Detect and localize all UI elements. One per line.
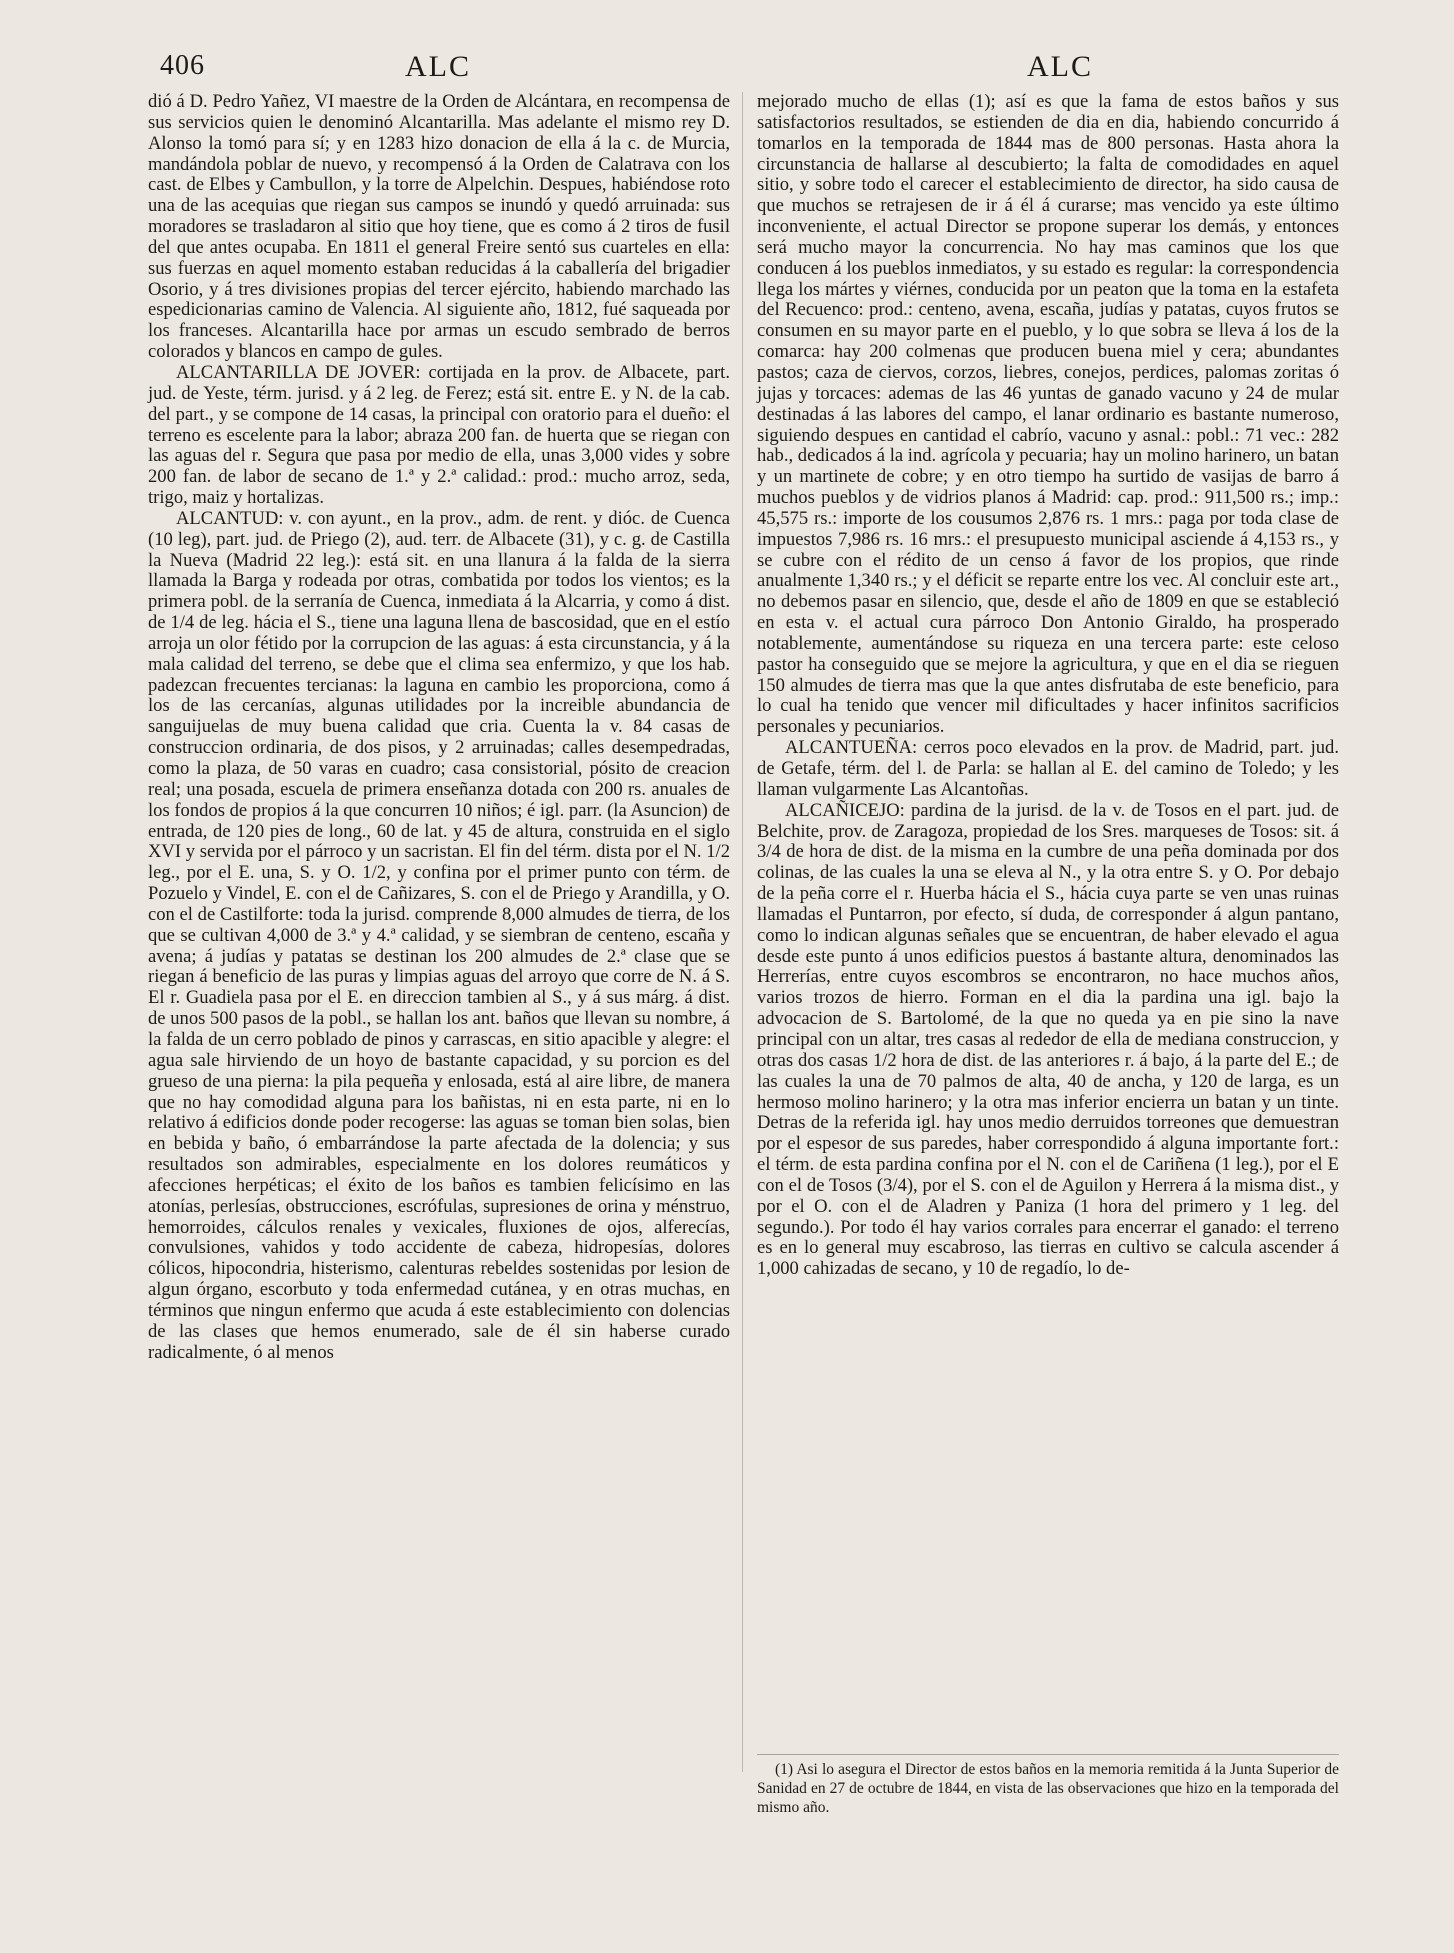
left-column <box>148 92 730 1363</box>
entry-alcantuena: ALCANTUEÑA: cerros poco elevados en la prov. de Madrid, part. jud. de Getafe, térm. del l. de Parla: se hallan al E. del camino de Toledo; y les llaman vulgarmente Las Alcantoñas. <box>757 737 1339 800</box>
running-head-right: ALC <box>1027 50 1093 83</box>
right-column <box>757 92 1339 1280</box>
entry-alcantarilla-de-jover: ALCANTARILLA DE JOVER: cortijada en la prov. de Albacete, part. jud. de Yeste, térm. jurisd. y á 2 leg. de Ferez; está sit. entre E. y N. de la cab. del part., y se compone de 14 casas, la principal con oratorio para el dueño: el terreno es escelente para la labor; abraza 200 fan. de huerta que se riegan con las aguas del r. Segura que pasa por medio de ella, unas 3,000 vides y sobre 200 fan. de labor de secano de 1.ª y 2.ª calidad.: prod.: mucho arroz, seda, trigo, maiz y hortalizas. <box>148 361 730 509</box>
entry-alcanicejo: ALCAÑICEJO: pardina de la jurisd. de la v. de Tosos en el part. jud. de Belchite, prov. de Zaragoza, propiedad de los Sres. marqueses de Tosos: sit. á 3/4 de hora de dist. de la misma en la cumbre de una peña dominada por dos colinas, de las cuales la una se eleva al N., y la otra entre S. y O. Por debajo de la peña corre el r. Huerba hácia el S., hácia cuya parte se ven unas ruinas llamadas el Puntarron, por efecto, sí duda, de corresponder á algun pantano, como lo indican algunas señales que se encuentran, de haber elevado el agua desde este punto á unos edificios puestos á bastante altura, denominados las Herrerías, entre cuyos escombros se encontraron, no hace muchos años, varios trozos de hierro. Forman en el dia la pardina una igl. bajo la advocacion de S. Bartolomé, de la que no queda ya en pie sino la nave principal con un altar, tres casas al rededor de ella de mediana construccion, y otras dos casas 1/2 hora de dist. de las anteriores r. á bajo, á la parte del E.; de las cuales la una de 70 palmos de alta, 40 de ancha, y 120 de larga, es un hermoso molino harinero; y la otra mas inferior encierra un batan y un tinte. Detras de la referida igl. hay unos medio derruidos torreones que demuestran por el espesor de sus paredes, haber correspondido á alguna importante fort.: el térm. de esta pardina confina por el N. con el de Cariñena (1 leg.), por el E con el de Tosos (3/4), por el S. con el de Aguilon y Herrera á la misma dist., y por el O. con el de Aladren y Paniza (1 hora del primero y 1 leg. del segundo.). Por todo él hay varios corrales para encerrar el ganado: el terreno es en lo general muy escabroso, las tierras en cultivo se calcula ascender á 1,000 cahizadas de secano, y 10 de regadío, lo de- <box>757 799 1339 1280</box>
paragraph-alcantarilla-continued: dió á D. Pedro Yañez, VI maestre de la Orden de Alcántara, en recompensa de sus servicios quien le denominó Alcantarilla. Mas adelante el mismo rey D. Alonso la tomó para sí; y en 1283 hizo donacion de ella á la c. de Murcia, mandándola poblar de nuevo, y recompensó á la Orden de Calatrava con los cast. de Elbes y Cambullon, y la torre de Alpelchin. Despues, habiéndose roto una de las acequias que riegan sus campos se inundó y quedó arruinada: sus moradores se trasladaron al sitio que hoy tiene, que es como á 2 tiros de fusil del que antes ocupaba. En 1811 el general Freire sentó sus cuarteles en ella: sus fuerzas en aquel momento estaban reducidas á la caballería del brigadier Osorio, y á tres divisiones propias del tercer ejército, habiendo marchado las espedicionarias camino de Valencia. Al siguiente año, 1812, fué saqueada por los franceses. Alcantarilla hace por armas un escudo sembrado de berros colorados y blancos en campo de gules. <box>148 91 730 363</box>
page-number: 406 <box>160 50 205 81</box>
paragraph-alcantud-continued: mejorado mucho de ellas (1); así es que la fama de estos baños y sus satisfactorios resultados, se estienden de dia en dia, habiendo concurrido á tomarlos en la temporada de 1844 mas de 800 personas. Hasta ahora la circunstancia de hallarse al descubierto; la falta de comodidades en aquel sitio, y sobre todo el carecer el establecimiento de director, ha sido causa de que muchos se retrajesen de ir á él á curarse; mas vencido ya este último inconveniente, el actual Director se propone superar los demás, y entonces será mucho mayor la concurrencia. No hay mas caminos que los que conducen á los pueblos inmediatos, y su estado es regular: la correspondencia llega los mártes y viérnes, conducida por un peaton que la toma en la estafeta del Recuenco: prod.: centeno, avena, escaña, judías y patatas, cuyos frutos se consumen en su mayor parte en el pueblo, y lo que sobra se lleva á los de la comarca: hay 200 colmenas que producen buena miel y cera; abundantes pastos; caza de ciervos, corzos, liebres, conejos, perdices, palomas zoritas ó jujas y torcaces: ademas de las 46 yuntas de ganado vacuno y 24 de mular destinadas á las labores del campo, el lanar ordinario es bastante numeroso, siguiendo despues en cantidad el cabrío, vacuno y asnal.: pobl.: 71 vec.: 282 hab., dedicados á la ind. agrícola y pecuaria; hay un molino harinero, un batan y un martinete de cobre; y en otro tiempo ha surtido de vasijas de barro á muchos pueblos y de vidrios planos á Madrid: cap. prod.: 911,500 rs.; imp.: 45,575 rs.: importe de los cousumos 2,876 rs. 1 mrs.: paga por toda clase de impuestos 7,986 rs. 16 mrs.: el presupuesto municipal asciende á 4,153 rs., y se cubre con el rédito de un censo á favor de los propios, que rinde anualmente 1,340 rs.; y el déficit se reparte entre los vec. Al concluir este art., no debemos pasar en silencio, que, desde el año de 1809 en que se estableció en esta v. el actual cura párroco Don Antonio Giraldo, ha prosperado notablemente, aumentándose su riqueza en una tercera parte: este celoso pastor ha conseguido que se mejore la agricultura, y que en el dia se rieguen 150 almudes de tierra mas que la que antes disfrutaba de este beneficio, para lo cual ha tenido que vencer mil dificultades y hacer infinitos sacrificios personales y pecuniarios. <box>757 91 1339 738</box>
entry-alcantud: ALCANTUD: v. con ayunt., en la prov., adm. de rent. y dióc. de Cuenca (10 leg), part. jud. de Priego (2), aud. terr. de Albacete (31), y c. g. de Castilla la Nueva (Madrid 22 leg.): está sit. en una llanura á la falda de la sierra llamada la Barga y rodeada por otras, combatida por todos los vientos; es la primera pobl. de la serranía de Cuenca, inmediata á la Alcarria, y como á dist. de 1/4 de leg. hácia el S., tiene una laguna llena de bascosidad, que en el estío arroja un olor fétido por la corrupcion de las aguas: á esta circunstancia, y á la mala calidad del terreno, se debe que el clima sea enfermizo, y que los hab. padezcan frecuentes tercianas: la laguna en cambio les proporciona, como á los de las cercanías, algunas utilidades por la increible abundancia de sanguijuelas de muy buena calidad que cria. Cuenta la v. 84 casas de construccion ordinaria, de dos pisos, y 2 arruinadas; calles desempedradas, como la plaza, de 50 varas en cuadro; casa consistorial, pósito de creacion real; una posada, escuela de primera enseñanza dotada con 200 rs. anuales de los fondos de propios á la que concurren 10 niños; é igl. parr. (la Asuncion) de entrada, de 120 pies de long., 60 de lat. y 45 de altura, construida en el siglo XVI y servida por el párroco y un sacristan. El fin del térm. dista por el N. 1/2 leg., por el E. una, S. y O. 1/2, y confina por el primer punto con térm. de Pozuelo y Vindel, E. con el de Cañizares, S. con el de Priego y Arandilla, y O. con el de Castilforte: toda la jurisd. comprende 8,000 almudes de tierra, de los que se cultivan 4,000 de 3.ª y 4.ª calidad, y se siembran de centeno, escaña y avena; á judías y patatas se destinan los 200 almudes de 2.ª clase que se riegan á beneficio de las puras y limpias aguas del arroyo que corre de N. á S. El r. Guadiela pasa por el E. en direccion tambien al S., y á sus márg. á dist. de unos 500 pasos de la pobl., se hallan los ant. baños que llevan su nombre, á la falda de un cerro poblado de pinos y carrascas, en sitio apacible y alegre: el agua sale hirviendo de un hoyo de bastante capacidad, y su porcion es del grueso de una pierna: la pila pequeña y enlosada, está al aire libre, de manera que no hay comodidad alguna para los bañistas, ni en esta parte, ni en lo relativo á edificios donde poder recogerse: las aguas se toman bien solas, bien en bebida y baño, ó embarrándose la parte afectada de la dolencia; y sus resultados son admirables, especialmente en los dolores reumáticos y afecciones herpéticas; el éxito de los baños es tambien felicísimo en las atonías, perlesías, obstrucciones, escrófulas, supresiones de orina y ménstruo, hemorroides, cálculos renales y vexicales, fluxiones de ojos, alferecías, convulsiones, vahidos y todo accidente de cabeza, hidropesías, dolores cólicos, hipocondria, histerismo, calenturas rebeldes sostenidas por lesion de algun órgano, escorbuto y toda enfermedad cutánea, y en otras muchas, en términos que ningun enfermo que acuda á este establecimiento con dolencias de las clases que hemos enumerado, sale de él sin haberse curado radicalmente, ó al menos <box>148 507 730 1363</box>
column-divider <box>742 92 743 1772</box>
footnote: (1) Asi lo asegura el Director de estos baños en la memoria remitida á la Junta Superior de Sanidad en 27 de octubre de 1844, en vista de las observaciones que hizo en la temporada del mismo año. <box>757 1761 1339 1816</box>
footnote-rule <box>757 1754 1339 1755</box>
running-head-left: ALC <box>405 50 471 83</box>
